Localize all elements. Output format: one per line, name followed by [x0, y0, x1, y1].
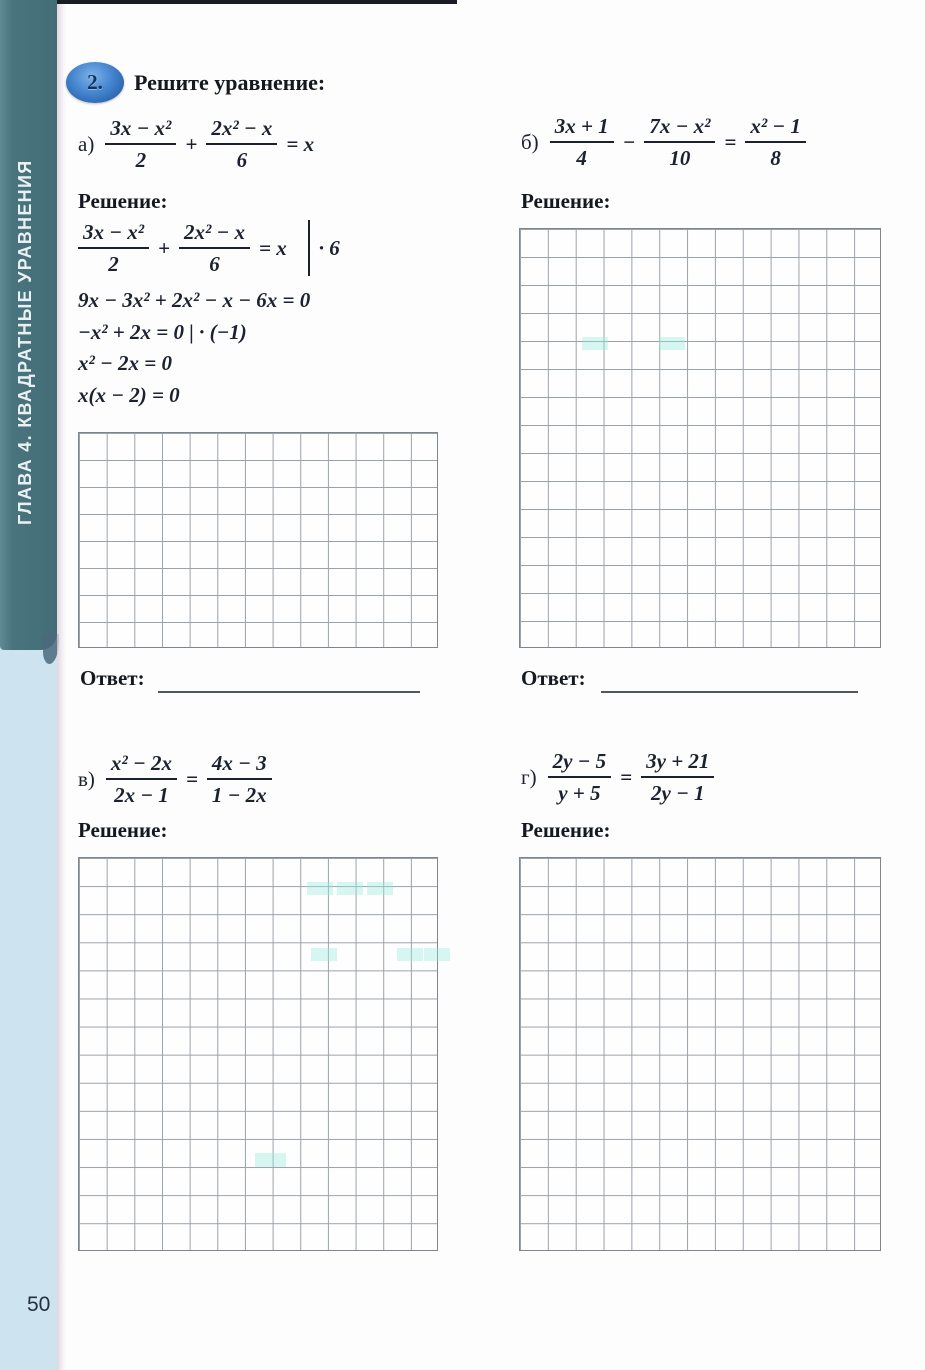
both-sides-bar: [308, 220, 310, 276]
answer-blank-a: [158, 691, 420, 693]
operator: +: [158, 235, 170, 260]
fraction: [106, 751, 177, 807]
scan-artifact: [307, 882, 333, 895]
problem-a-label: а): [78, 131, 95, 156]
equals-sign: =: [620, 764, 633, 789]
solution-label-b: Решение:: [521, 189, 611, 213]
fraction-numerator: 2y − 5: [548, 749, 612, 778]
fraction: [548, 749, 612, 805]
fraction-numerator: 7x − x²: [644, 114, 715, 143]
fraction: [641, 749, 714, 805]
fraction-denominator: 8: [770, 146, 781, 171]
problem-v-label: в): [78, 766, 95, 791]
fraction-denominator: 2: [108, 252, 119, 277]
fraction: [550, 114, 614, 170]
problem-g-label: г): [521, 764, 537, 789]
fraction: [179, 220, 250, 276]
fraction-denominator: 1 − 2x: [211, 783, 267, 808]
scan-artifact: [582, 337, 608, 350]
solution-grid-b: [519, 228, 881, 648]
problem-g-equation: [521, 749, 714, 805]
equals-sign: =: [185, 766, 198, 791]
chapter-title-vertical: ГЛАВА 4. КВАДРАТНЫЕ УРАВНЕНИЯ: [15, 159, 35, 525]
scan-artifact: [311, 948, 337, 961]
fraction-numerator: 3x − x²: [105, 116, 176, 145]
equation-rhs: = x: [286, 131, 315, 156]
fraction-numerator: 3x − x²: [78, 220, 149, 249]
scan-edge-line: [57, 0, 457, 4]
task-number-badge: [66, 62, 124, 103]
solution-label-v: Решение:: [78, 818, 168, 842]
problem-b-label: б): [521, 129, 539, 154]
operator: −: [622, 129, 636, 154]
answer-blank-b: [601, 691, 858, 693]
scan-artifact: [659, 337, 685, 350]
fraction-denominator: 4: [576, 146, 587, 171]
fraction-denominator: 6: [209, 252, 220, 277]
page-gutter-shadow: [57, 0, 66, 1370]
fraction-denominator: 2: [135, 148, 147, 173]
fraction-denominator: 10: [669, 146, 691, 171]
answer-label-b: Ответ:: [521, 666, 586, 690]
solution-step: x(x − 2) = 0: [78, 382, 180, 407]
fraction-numerator: 3y + 21: [641, 749, 714, 778]
task-title: Решите уравнение:: [134, 70, 326, 95]
fraction-denominator: 2y − 1: [651, 781, 705, 806]
solution-grid-a: [78, 432, 438, 648]
solution-grid-v: [78, 857, 438, 1251]
problem-a-equation: [78, 116, 314, 172]
scan-artifact: [337, 882, 363, 895]
scan-artifact: [255, 1153, 286, 1167]
fraction-numerator: 3x + 1: [550, 114, 614, 143]
fraction-numerator: 4x − 3: [207, 751, 272, 780]
task-number: 2.: [87, 70, 103, 94]
fraction: [207, 751, 272, 807]
problem-b-equation: [521, 114, 806, 170]
fraction: [105, 116, 176, 172]
fraction-denominator: 6: [236, 148, 248, 173]
problem-v-equation: [78, 751, 272, 807]
scan-artifact: [397, 948, 423, 961]
fraction: [745, 114, 806, 170]
page-number: 50: [27, 1293, 51, 1316]
fraction-denominator: y + 5: [558, 781, 601, 806]
equation-rhs: = x: [259, 235, 287, 260]
equals-sign: =: [724, 129, 737, 154]
fraction-numerator: x² − 1: [745, 114, 806, 143]
fraction: [206, 116, 277, 172]
solution-step: x² − 2x = 0: [78, 351, 172, 375]
solution-a-steps: [78, 285, 310, 411]
fraction: [78, 220, 149, 276]
fraction-denominator: 2x − 1: [114, 783, 169, 808]
operator: +: [185, 131, 198, 156]
fraction-numerator: 2x² − x: [206, 116, 277, 145]
solution-step: −x² + 2x = 0 | · (−1): [78, 319, 247, 344]
fraction-numerator: x² − 2x: [106, 751, 177, 780]
scan-artifact: [367, 882, 393, 895]
answer-label-a: Ответ:: [80, 666, 145, 690]
solution-step: 9x − 3x² + 2x² − x − 6x = 0: [78, 288, 311, 312]
multiplier: · 6: [318, 235, 340, 260]
fraction: [644, 114, 715, 170]
scan-artifact: [424, 948, 450, 961]
solution-grid-g: [519, 857, 881, 1251]
solution-a-line1: [78, 220, 340, 276]
solution-label-a: Решение:: [78, 189, 168, 213]
solution-label-g: Решение:: [521, 818, 611, 842]
fraction-numerator: 2x² − x: [179, 220, 250, 249]
